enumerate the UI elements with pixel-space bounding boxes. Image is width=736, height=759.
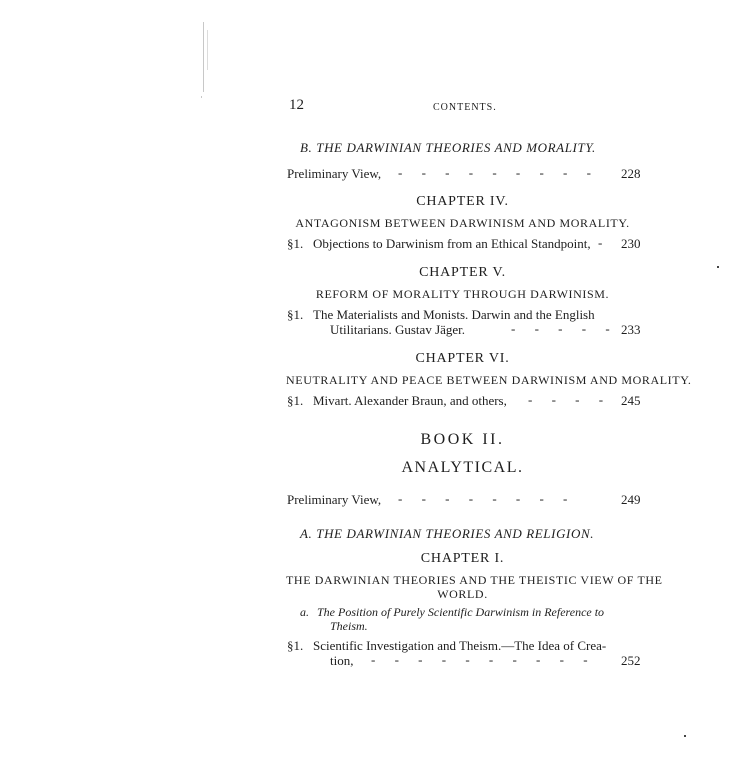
toc-page-number: 230 <box>621 236 641 251</box>
toc-entry-label: Preliminary View, <box>287 492 382 507</box>
section-number: §1. <box>287 307 304 322</box>
toc-entry-label: Mivart. Alexander Braun, and others, <box>313 393 507 408</box>
toc-page-number: 249 <box>621 492 641 507</box>
scan-artifact <box>201 96 202 98</box>
leader-dots: - - - - - <box>511 321 618 336</box>
chapter-title: REFORM OF MORALITY THROUGH DARWINISM. <box>315 287 610 301</box>
book-subheading: ANALYTICAL. <box>401 459 524 476</box>
chapter-heading: CHAPTER I. <box>420 551 505 566</box>
page-number: 12 <box>289 97 304 113</box>
chapter-heading: CHAPTER V. <box>419 265 506 280</box>
section-number: §1. <box>287 393 304 408</box>
section-heading-b: B. THE DARWINIAN THEORIES AND MORALITY. <box>300 140 596 155</box>
leader-dots: - - - - - - - - - <box>398 165 599 180</box>
toc-entry-label-continued: tion, <box>330 653 354 668</box>
toc-entry-label: The Materialists and Monists. Darwin and the English <box>313 307 595 322</box>
toc-page-number: 245 <box>621 393 641 408</box>
toc-entry-label-continued: Utilitarians. Gustav Jäger. <box>330 322 466 337</box>
section-number: §1. <box>287 236 304 251</box>
leader-dots: - - - - - - - - <box>398 491 576 506</box>
toc-page-number: 233 <box>621 322 641 337</box>
toc-entry-label: Preliminary View, <box>287 166 382 181</box>
chapter-title: NEUTRALITY AND PEACE BETWEEN DARWINISM AND MORALITY. <box>286 373 692 387</box>
section-number: §1. <box>287 638 304 653</box>
running-head: CONTENTS. <box>433 102 497 113</box>
toc-entry-label: Scientific Investigation and Theism.—The Idea of Crea- <box>313 638 607 653</box>
chapter-title: ANTAGONISM BETWEEN DARWINISM AND MORALITY. <box>295 216 630 230</box>
subsection-letter: a. <box>300 605 309 619</box>
leader-dots: - - - - - - - - - - <box>371 652 596 667</box>
scan-artifact <box>203 22 204 92</box>
chapter-title: THE DARWINIAN THEORIES AND THE THEISTIC VIEW OF THE <box>286 573 663 587</box>
scan-artifact <box>684 735 686 737</box>
leader-dots: - <box>598 235 603 250</box>
chapter-heading: CHAPTER IV. <box>416 194 509 209</box>
toc-page-number: 252 <box>621 653 641 668</box>
toc-entry-label: Objections to Darwinism from an Ethical Standpoint, <box>313 236 591 251</box>
toc-page-number: 228 <box>621 166 641 181</box>
scan-artifact <box>717 266 719 268</box>
subsection-title: The Position of Purely Scientific Darwinism in Reference to <box>317 605 605 619</box>
book-heading: BOOK II. <box>420 431 505 448</box>
scan-artifact <box>207 30 208 70</box>
leader-dots: - - - - <box>528 392 612 407</box>
chapter-heading: CHAPTER VI. <box>415 351 510 366</box>
chapter-title-continued: WORLD. <box>437 587 488 601</box>
subsection-title-continued: Theism. <box>330 619 368 633</box>
section-heading-a: A. THE DARWINIAN THEORIES AND RELIGION. <box>300 526 595 541</box>
